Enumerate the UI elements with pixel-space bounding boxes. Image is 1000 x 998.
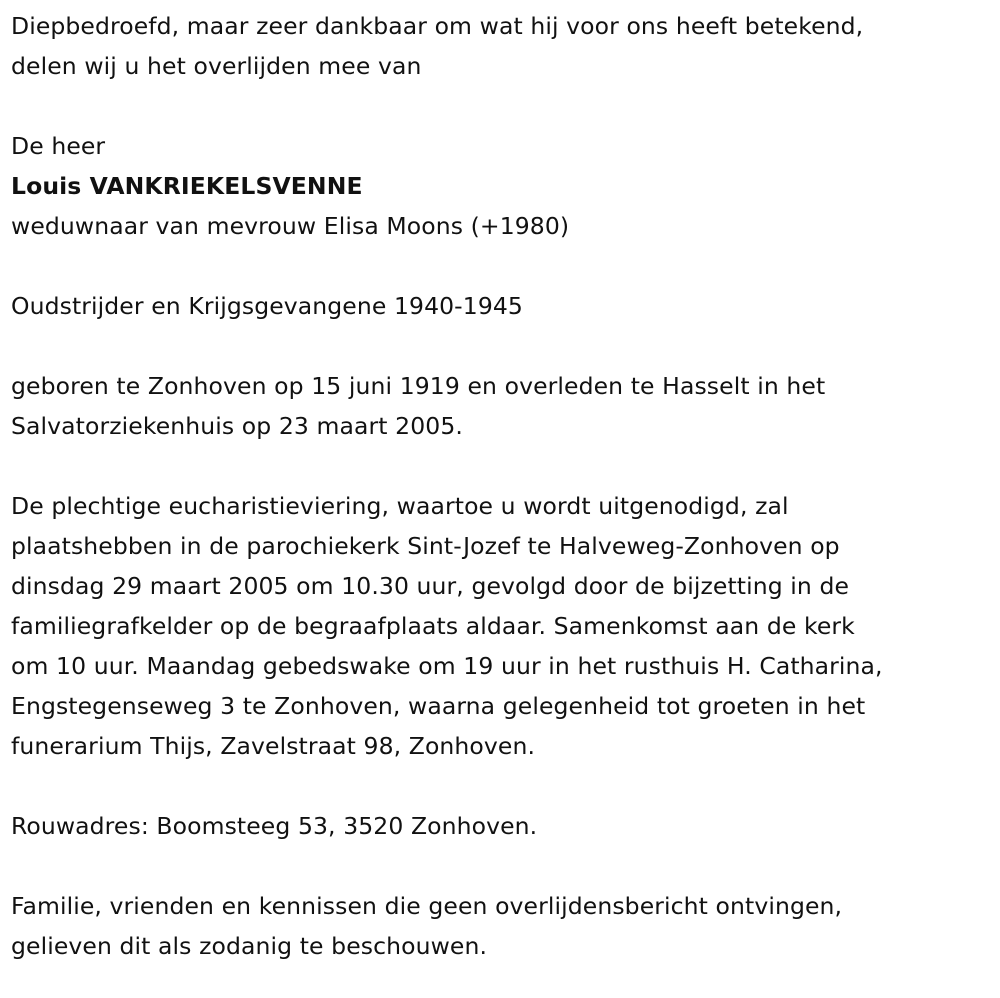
- intro-text: Diepbedroefd, maar zeer dankbaar om wat hij voor ons heeft betekend, delen wij u het overlijden mee van: [11, 12, 864, 80]
- veteran-line: Oudstrijder en Krijgsgevangene 1940-1945: [11, 292, 523, 320]
- spacer: [11, 86, 995, 126]
- ceremony-text: De plechtige eucharistieviering, waartoe u wordt uitgenodigd, zal plaatshebben in de parochiekerk Sint-Jozef te Halveweg-Zonhoven op dinsdag 29 maart 2005 om 10.30 uur, gevolgd door de bijzetting in de familiegrafkelder op de begraafplaats aldaar. Samenkomst aan de kerk om 10 uur. Maandag gebedswake om 19 uur in het rusthuis H. Catharina, Engstegenseweg 3 te Zonhoven, waarna gelegenheid tot groeten in het funerarium Thijs, Zavelstraat 98, Zonhoven.: [11, 492, 883, 760]
- mourning-address: Rouwadres: Boomsteeg 53, 3520 Zonhoven.: [11, 812, 538, 840]
- spacer: [11, 326, 995, 366]
- spacer: [11, 766, 995, 806]
- deceased-name: Louis VANKRIEKELSVENNE: [11, 172, 363, 200]
- death-notice: [11, 0, 995, 966]
- spacer: [11, 846, 995, 886]
- closing-text: Familie, vrienden en kennissen die geen overlijdensbericht ontvingen, gelieven dit als zodanig te beschouwen.: [11, 892, 843, 960]
- honorific-title: De heer: [11, 132, 106, 160]
- birth-death-text: geboren te Zonhoven op 15 juni 1919 en overleden te Hasselt in het Salvatorziekenhuis op 23 maart 2005.: [11, 372, 826, 440]
- widower-line: weduwnaar van mevrouw Elisa Moons (+1980): [11, 212, 570, 240]
- spacer: [11, 446, 995, 486]
- spacer: [11, 246, 995, 286]
